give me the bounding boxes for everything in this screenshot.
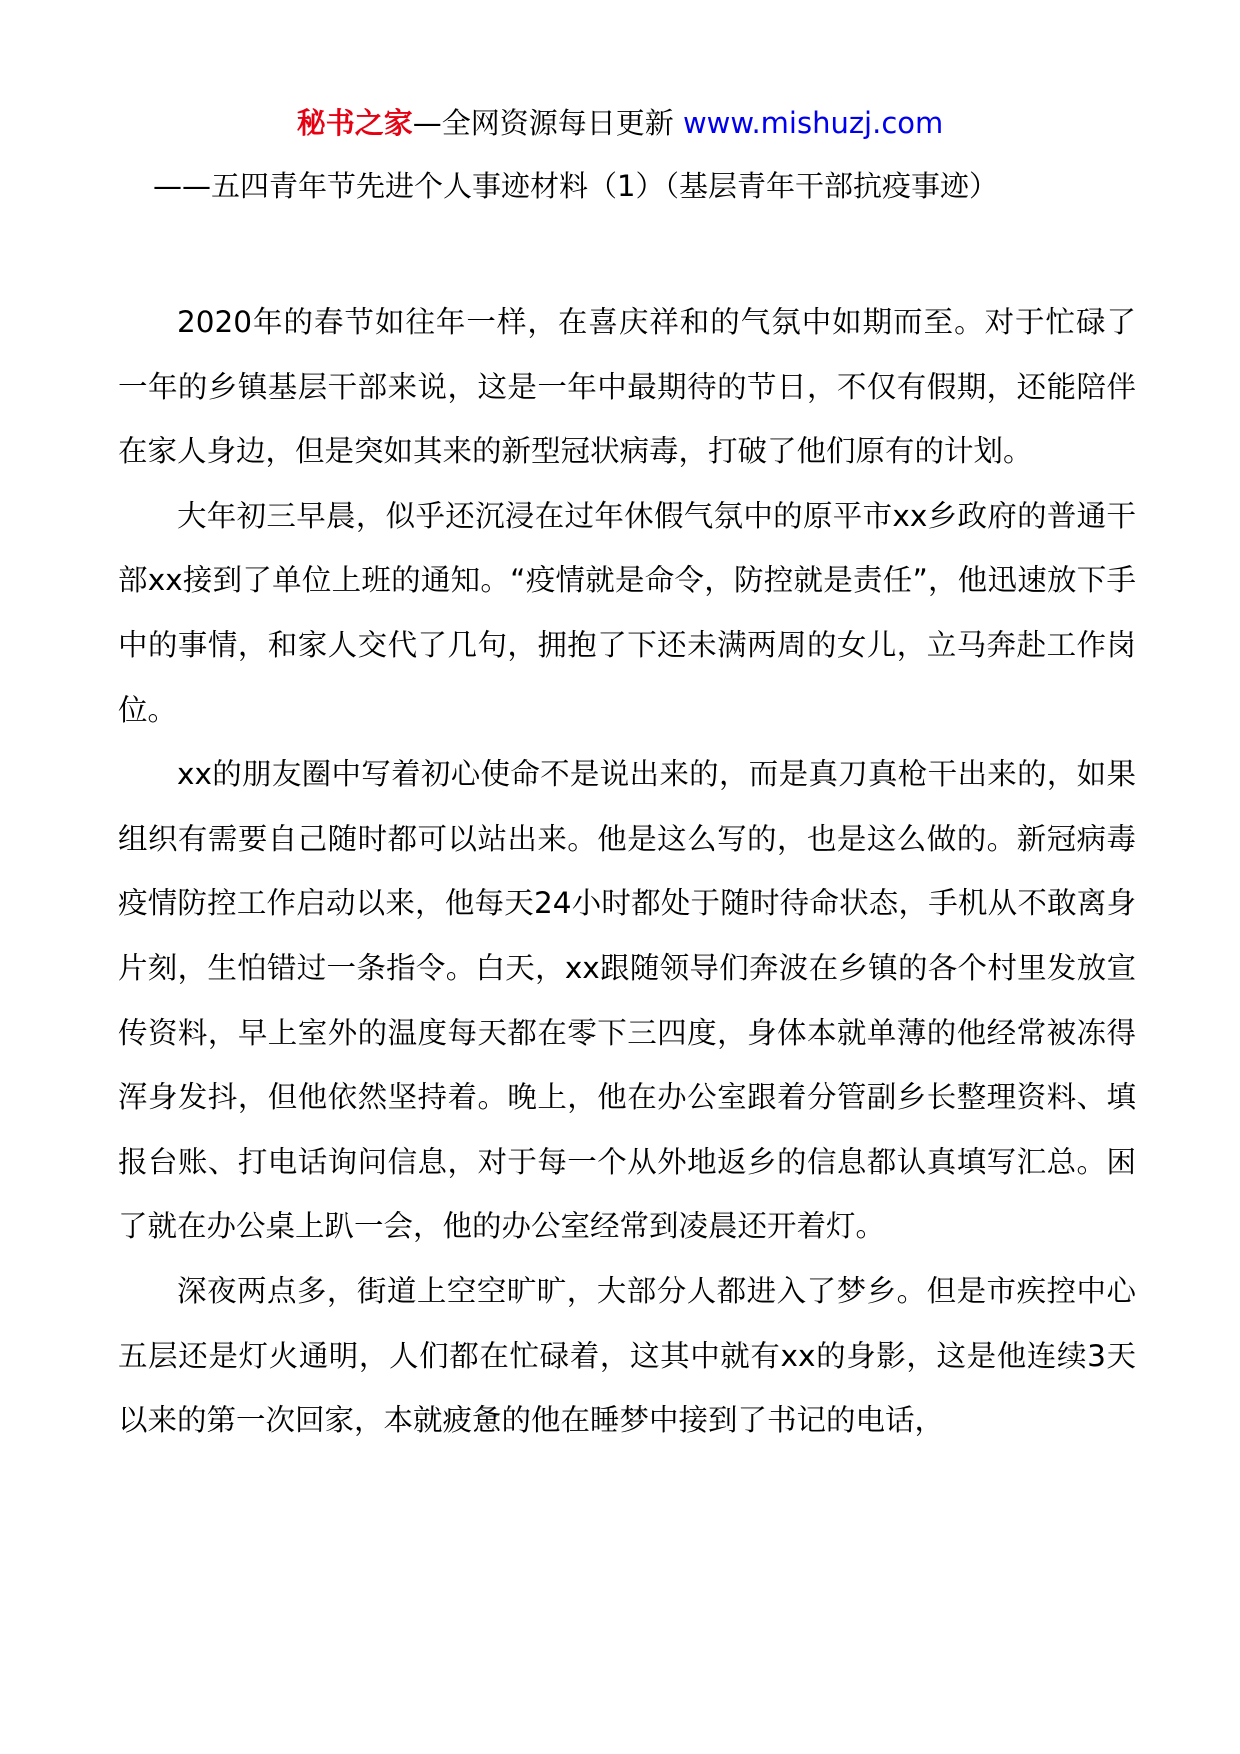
header-tagline: —全网资源每日更新 <box>412 106 683 140</box>
brand-name: 秘书之家 <box>296 106 413 140</box>
paragraph: 深夜两点多，街道上空空旷旷，大部分人都进入了梦乡。但是市疾控中心五层还是灯火通明，人们都在忙碌着，这其中就有xx的身影，这是他连续3天以来的第一次回家，本就疲惫的他在睡梦中接到了书记的电话， <box>118 1273 1136 1438</box>
document-body <box>118 290 1136 1453</box>
paragraph: 2020年的春节如往年一样，在喜庆祥和的气氛中如期而至。对于忙碌了一年的乡镇基层干部来说，这是一年中最期待的节日，不仅有假期，还能陪伴在家人身边，但是突如其来的新型冠状病毒，打破了他们原有的计划。 <box>118 305 1136 469</box>
site-url-link[interactable]: www.mishuzj.com <box>682 106 944 140</box>
paragraph: 大年初三早晨，似乎还沉浸在过年休假气氛中的原平市xx乡政府的普通干部xx接到了单位上班的通知。“疫情就是命令，防控就是责任”，他迅速放下手中的事情，和家人交代了几句，拥抱了下还未满两周的女儿，立马奔赴工作岗位。 <box>118 498 1136 727</box>
paragraph: xx的朋友圈中写着初心使命不是说出来的，而是真刀真枪干出来的，如果组织有需要自己随时都可以站出来。他是这么写的，也是这么做的。新冠病毒疫情防控工作启动以来，他每天24小时都处于随时待命状态，手机从不敢离身片刻，生怕错过一条指令。白天，xx跟随领导们奔波在乡镇的各个村里发放宣传资料，早上室外的温度每天都在零下三四度，身体本就单薄的他经常被冻得浑身发抖，但他依然坚持着。晚上，他在办公室跟着分管副乡长整理资料、填报台账、打电话询问信息，对于每一个从外地返乡的信息都认真填写汇总。困了就在办公桌上趴一会，他的办公室经常到凌晨还开着灯。 <box>118 757 1136 1244</box>
site-header <box>0 100 1240 146</box>
document-subtitle: ——五四青年节先进个人事迹材料（1）（基层青年干部抗疫事迹） <box>153 169 998 203</box>
